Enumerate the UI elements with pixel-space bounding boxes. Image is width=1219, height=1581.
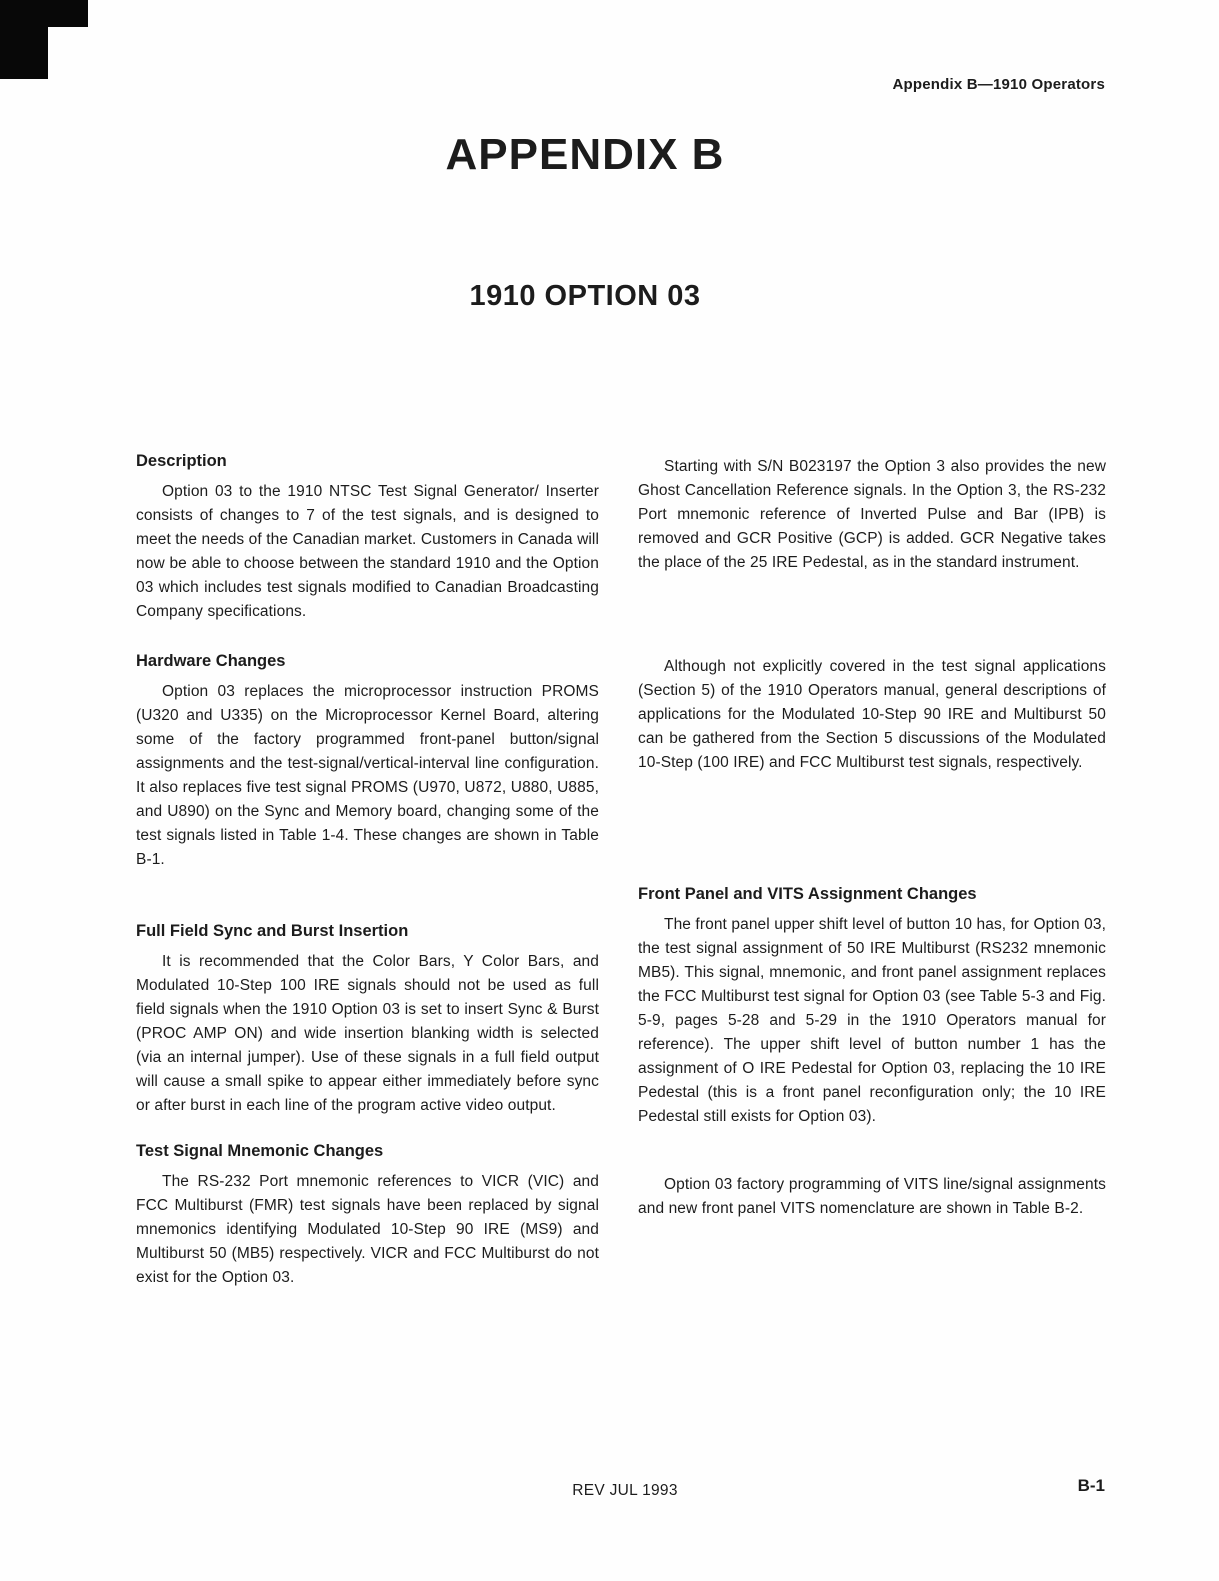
section-heading-full-field-sync: Full Field Sync and Burst Insertion <box>136 922 409 940</box>
paragraph-applications-note: Although not explicitly covered in the test signal applications (Section 5) of the 1910 Operators manual, general descriptions of applications for the Modulated 10-Step 90 IRE and Multiburst 50 can be gathered from the Section 5 discussions of the Modulated 10-Step (100 IRE) and FCC Multiburst test signals, respectively. <box>638 658 1106 771</box>
scan-artifact-top-left <box>0 0 88 27</box>
page-title: APPENDIX B <box>445 130 725 179</box>
footer-page-number: B-1 <box>1077 1476 1105 1495</box>
paragraph-description: Option 03 to the 1910 NTSC Test Signal Generator/ Inserter consists of changes to 7 of the test signals, and is designed to meet the needs of the Canadian market. Customers in Canada will now be able to choose between the standard 1910 and the Option 03 which includes test signals modified to Canadian Broadcasting Company specifications. <box>136 483 599 620</box>
footer-revision: REV JUL 1993 <box>572 1482 678 1499</box>
running-header: Appendix B—1910 Operators <box>892 76 1105 93</box>
paragraph-mnemonic-changes: The RS-232 Port mnemonic references to VICR (VIC) and FCC Multiburst (FMR) test signals have been replaced by signal mnemonics identifying Modulated 10-Step 90 IRE (MS9) and Multiburst 50 (MB5) respectively. VICR and FCC Multiburst do not exist for the Option 03. <box>136 1173 599 1286</box>
section-heading-mnemonic-changes: Test Signal Mnemonic Changes <box>136 1142 384 1160</box>
scan-artifact-left-edge <box>0 27 48 79</box>
section-heading-description: Description <box>136 452 227 470</box>
page-subtitle: 1910 OPTION 03 <box>469 280 701 312</box>
section-heading-front-panel-vits: Front Panel and VITS Assignment Changes <box>638 885 977 903</box>
paragraph-hardware-changes: Option 03 replaces the microprocessor instruction PROMS (U320 and U335) on the Microprocessor Kernel Board, altering some of the factory programmed front-panel button/signal assignments and the test-signal/vertical-interval line configuration. It also replaces five test signal PROMS (U970, U872, U880, U885, and U890) on the Sync and Memory board, changing some of the test signals listed in Table 1-4. These changes are shown in Table B-1. <box>136 683 599 868</box>
paragraph-front-panel-vits-2: Option 03 factory programming of VITS line/signal assignments and new front panel VITS nomenclature are shown in Table B-2. <box>638 1176 1106 1217</box>
paragraph-full-field-sync: It is recommended that the Color Bars, Y Color Bars, and Modulated 10-Step 100 IRE signals should not be used as full field signals when the 1910 Option 03 is set to insert Sync & Burst (PROC AMP ON) and wide insertion blanking width is selected (via an internal jumper). Use of these signals in a full field output will cause a small spike to appear either immediately before sync or after burst in each line of the program active video output. <box>136 953 599 1114</box>
right-column <box>638 455 1106 1221</box>
left-column <box>136 450 599 1290</box>
section-heading-hardware-changes: Hardware Changes <box>136 652 286 670</box>
paragraph-front-panel-vits-1: The front panel upper shift level of button 10 has, for Option 03, the test signal assignment of 50 IRE Multiburst (RS232 mnemonic MB5). This signal, mnemonic, and front panel assignment replaces the FCC Multiburst test signal for Option 03 (see Table 5-3 and Fig. 5-9, pages 5-28 and 5-29 in the 1910 Operators manual for reference). The upper shift level of button number 1 has the assignment of O IRE Pedestal for Option 03, replacing the 10 IRE Pedestal (this is a front panel reconfiguration only; the 10 IRE Pedestal still exists for Option 03). <box>638 916 1106 1125</box>
paragraph-serial-number-note: Starting with S/N B023197 the Option 3 also provides the new Ghost Cancellation Reference signals. In the Option 3, the RS-232 Port mnemonic reference of Inverted Pulse and Bar (IPB) is removed and GCR Positive (GCP) is added. GCR Negative takes the place of the 25 IRE Pedestal, as in the standard instrument. <box>638 458 1106 571</box>
